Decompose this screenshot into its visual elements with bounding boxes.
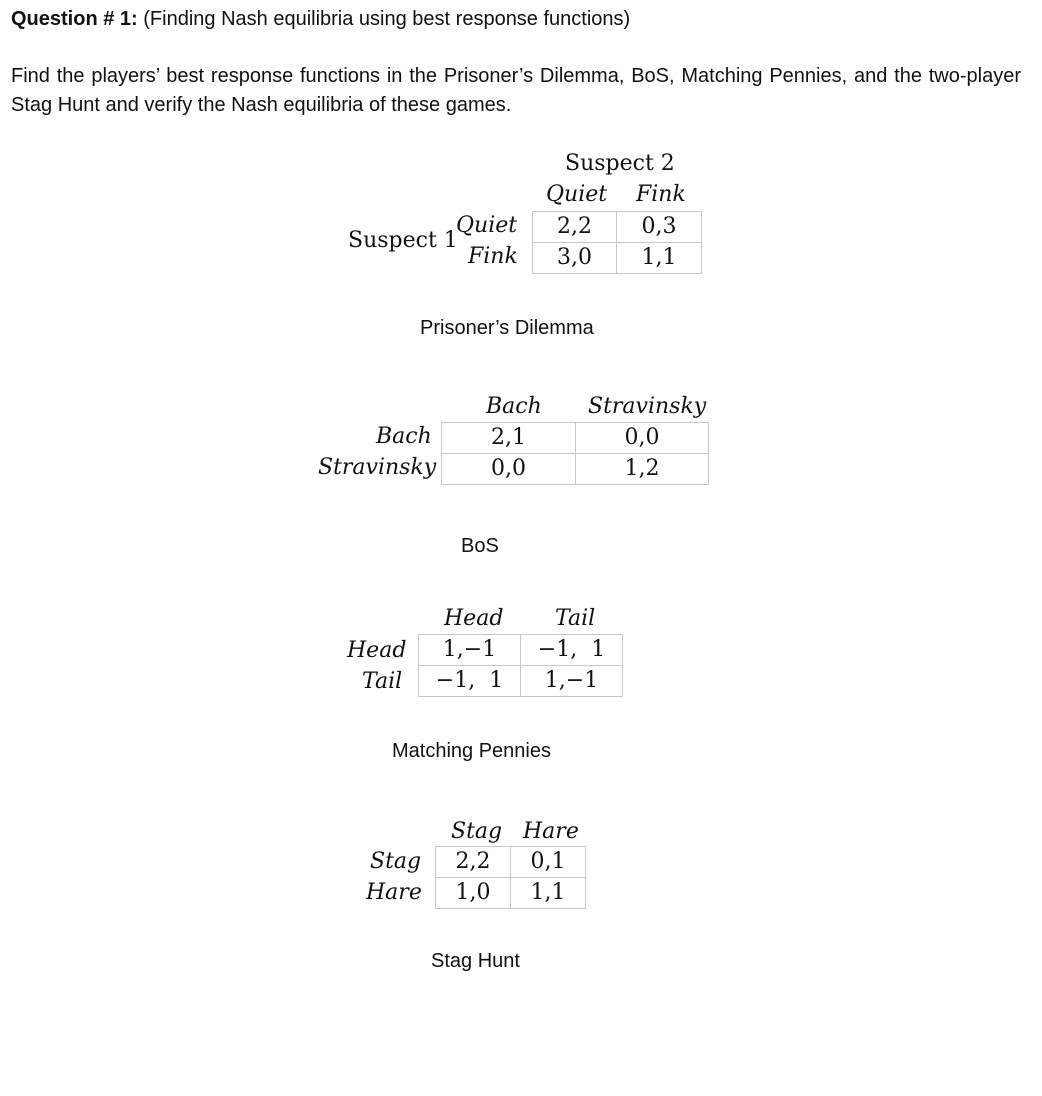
pd-payoff-cell: 1,1: [616, 242, 702, 274]
bos-payoff-cell: 1,2: [575, 453, 709, 485]
bos-col-action-1: Bach: [486, 394, 542, 419]
pd-payoff-cell: 0,3: [616, 211, 702, 243]
pd-col-action-1: Quiet: [546, 182, 608, 207]
sh-col-action-1: Stag: [451, 819, 503, 844]
pd-row-action-1: Quiet: [456, 213, 518, 238]
pd-payoff-cell: 2,2: [532, 211, 617, 243]
sh-payoff-cell: 1,0: [435, 877, 511, 909]
question-body: Find the players’ best response functions in the Prisoner’s Dilemma, BoS, Matching Pennies, and the two-player Stag Hunt and verify the Nash equilibria of these games.: [11, 65, 1021, 116]
sh-row-action-2: Hare: [366, 880, 422, 905]
sh-payoff-cell: 0,1: [510, 846, 586, 878]
bos-payoff-cell: 0,0: [575, 422, 709, 454]
question-subtitle: (Finding Nash equilibria using best response functions): [143, 8, 631, 30]
mp-row-action-1: Head: [347, 638, 407, 663]
pd-payoff-cell: 3,0: [532, 242, 617, 274]
pd-col-action-2: Fink: [636, 182, 686, 207]
sh-col-action-2: Hare: [523, 819, 579, 844]
mp-payoff-cell: 1,−1: [520, 665, 623, 697]
question-title: [11, 8, 630, 31]
bos-row-action-2: Stravinsky: [318, 455, 437, 480]
bos-caption: BoS: [461, 535, 499, 557]
mp-payoff-cell: −1, 1: [418, 665, 521, 697]
sh-payoff-cell: 1,1: [510, 877, 586, 909]
bos-col-action-2: Stravinsky: [588, 394, 707, 419]
bos-payoff-cell: 2,1: [441, 422, 576, 454]
mp-payoff-cell: 1,−1: [418, 634, 521, 666]
mp-payoff-cell: −1, 1: [520, 634, 623, 666]
bos-row-action-1: Bach: [376, 424, 432, 449]
question-number: Question # 1:: [11, 8, 138, 30]
pd-row-player: Suspect 1: [348, 228, 458, 253]
sh-payoff-cell: 2,2: [435, 846, 511, 878]
sh-caption: Stag Hunt: [431, 950, 520, 972]
mp-caption: Matching Pennies: [392, 740, 551, 762]
pd-caption: Prisoner’s Dilemma: [420, 317, 594, 339]
mp-col-action-1: Head: [444, 606, 504, 631]
mp-col-action-2: Tail: [555, 606, 596, 631]
pd-col-player: Suspect 2: [565, 151, 675, 176]
sh-row-action-1: Stag: [370, 849, 422, 874]
mp-row-action-2: Tail: [362, 669, 403, 694]
bos-payoff-cell: 0,0: [441, 453, 576, 485]
pd-row-action-2: Fink: [468, 244, 518, 269]
